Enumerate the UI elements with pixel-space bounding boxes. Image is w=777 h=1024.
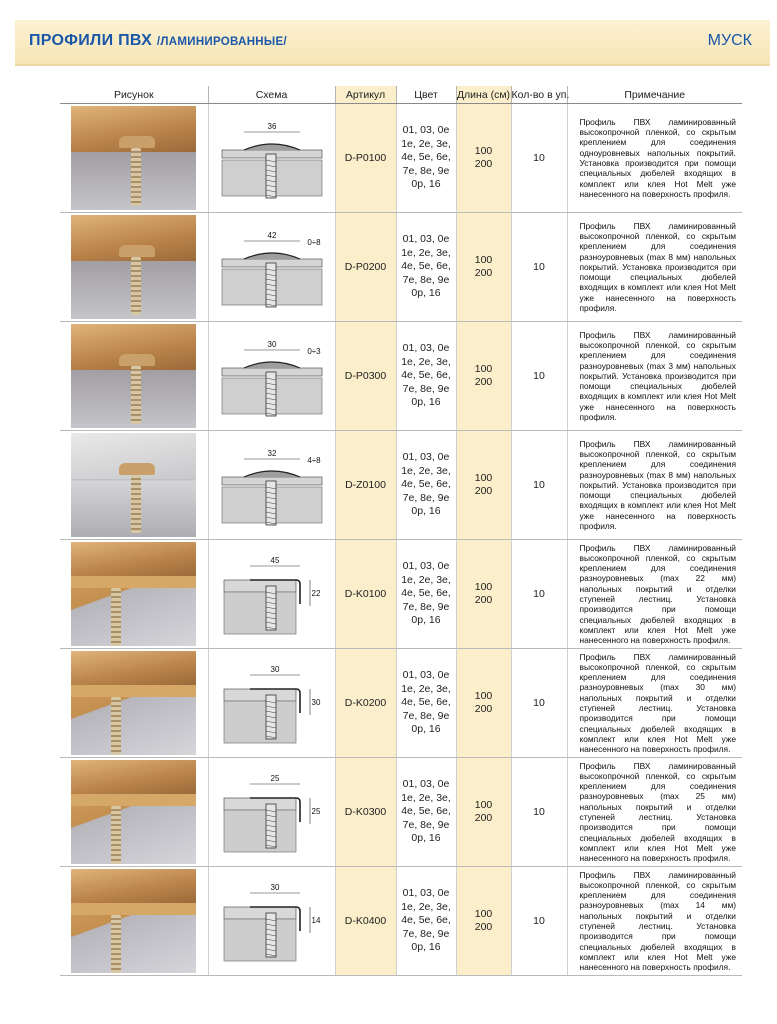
table-row [60,213,742,322]
color-codes-line: 01, 03, 0е [402,451,450,464]
col-header-picture: Рисунок [60,86,208,104]
step-tread [224,689,296,701]
photo-dowel [131,366,141,424]
note-cell: Профиль ПВХ ламинированный высокопрочной пленкой, со скрытым креплением для соединения разноуровневых (max 8 мм) напольных покрытий. Установка производится при помощи специальных дюбелей входящих в комплект или клея Hot Melt уже нанесенного на поверхность профиля. [567,213,742,322]
color-codes-line: 4е, 5е, 6е, [401,478,451,491]
dimension-width-label: 30 [267,340,276,349]
color-codes-line: 01, 03, 0е [402,124,450,137]
color-codes-cell [396,104,456,213]
note-cell: Профиль ПВХ ламинированный высокопрочной пленкой, со скрытым креплением для соединения разноуровневых (max 22 мм) напольных покрытий и отделки ступеней лестниц. Установка производится при помощи специальных дюбелей входящих в комплект или клея Hot Melt уже нанесенного на поверхность профиля. [567,540,742,649]
article-cell [335,322,396,431]
product-photo [71,106,196,210]
profile-scheme-drawing [216,655,328,751]
article-code: D-K0300 [344,806,387,818]
article-cell [335,649,396,758]
length-value: 200 [474,485,493,497]
color-codes-line: 4е, 5е, 6е, [401,260,451,273]
qty-cell [511,649,567,758]
length-value: 100 [474,472,493,484]
color-codes-line: 1е, 2е, 3е, [401,682,451,695]
qty-value: 10 [533,152,545,164]
color-codes-line: 0р, 16 [411,178,441,191]
step-body [224,592,296,634]
photo-profile [71,685,196,697]
profile-scheme-drawing [216,437,328,533]
photo-board [71,869,196,903]
title-main: ПРОФИЛИ ПВХ [29,32,153,49]
table-row [60,322,742,431]
photo-cell [60,540,208,649]
dimension-height-label: 14 [311,916,320,925]
scheme-cell [208,104,335,213]
length-cell [456,867,511,976]
photo-dowel [131,475,141,533]
color-codes-line: 7е, 8е, 9е [402,491,450,504]
col-header-scheme: Схема [208,86,335,104]
qty-value: 10 [533,915,545,927]
color-codes-line: 4е, 5е, 6е, [401,151,451,164]
dimension-height-label: 22 [311,589,320,598]
color-codes-line: 4е, 5е, 6е, [401,914,451,927]
table-row [60,104,742,213]
brand-name: МУСК [707,32,752,49]
length-cell [456,322,511,431]
length-value: 100 [474,581,493,593]
step-body [224,701,296,743]
color-codes-line: 1е, 2е, 3е, [401,137,451,150]
qty-cell [511,104,567,213]
photo-cell [60,431,208,540]
length-value: 200 [474,921,493,933]
note-cell: Профиль ПВХ ламинированный высокопрочной пленкой, со скрытым креплением для соединения разноуровневых (max 30 мм) напольных покрытий и отделки ступеней лестниц. Установка производится при помощи специальных дюбелей входящих в комплект или клея Hot Melt уже нанесенного на поверхность профиля. [567,649,742,758]
photo-board [71,651,196,685]
qty-cell [511,758,567,867]
title-subtitle: /ЛАМИНИРОВАННЫЕ/ [156,36,287,48]
note-cell: Профиль ПВХ ламинированный высокопрочной пленкой, со скрытым креплением для соединения разноуровневых (max 3 мм) напольных покрытий. Установка производится при помощи специальных дюбелей входящих в комплект или клея Hot Melt уже нанесенного на поверхность профиля. [567,322,742,431]
article-cell [335,431,396,540]
color-codes-cell [396,867,456,976]
photo-profile [119,354,155,366]
color-codes-line: 7е, 8е, 9е [402,382,450,395]
article-cell [335,104,396,213]
profile-scheme-drawing [216,110,328,206]
step-tread [224,580,296,592]
step-tread [224,907,296,919]
photo-profile [71,794,196,806]
table-row [60,867,742,976]
product-photo [71,542,196,646]
profile-scheme-drawing [216,328,328,424]
color-codes-line: 7е, 8е, 9е [402,600,450,613]
length-value: 100 [474,690,493,702]
qty-cell [511,213,567,322]
length-value: 100 [474,363,493,375]
article-code: D-Z0100 [345,479,386,491]
color-codes-line: 0р, 16 [411,614,441,627]
article-code: D-P0100 [344,152,387,164]
qty-cell [511,322,567,431]
color-codes-line: 0р, 16 [411,832,441,845]
color-codes-line: 01, 03, 0е [402,887,450,900]
dimension-width-label: 25 [270,774,279,783]
product-photo [71,324,196,428]
qty-value: 10 [533,370,545,382]
col-header-article: Артикул [335,86,396,104]
color-codes-line: 1е, 2е, 3е, [401,900,451,913]
photo-cell [60,867,208,976]
color-codes-line: 0р, 16 [411,396,441,409]
photo-dowel [111,697,121,755]
note-cell: Профиль ПВХ ламинированный высокопрочной пленкой, со скрытым креплением для соединения разноуровневых (max 8 мм) напольных покрытий. Установка производится при помощи специальных дюбелей входящих в комплект или клея Hot Melt уже нанесенного на поверхность профиля. [567,431,742,540]
length-cell [456,649,511,758]
scheme-cell [208,540,335,649]
photo-board [71,760,196,794]
color-codes-line: 1е, 2е, 3е, [401,464,451,477]
color-codes-cell [396,431,456,540]
photo-profile [119,245,155,257]
color-codes-line: 0р, 16 [411,287,441,300]
photo-cell [60,758,208,867]
dimension-height-label: 30 [311,698,320,707]
note-cell: Профиль ПВХ ламинированный высокопрочной пленкой, со скрытым креплением для соединения одноуровневых напольных покрытий. Установка производится при помощи специальных дюбелей входящих в комплект или клея Hot Melt уже нанесенного на поверхность профиля. [567,104,742,213]
qty-cell [511,867,567,976]
photo-profile [119,463,155,475]
table-row [60,540,742,649]
profile-scheme-drawing [216,764,328,860]
length-cell [456,213,511,322]
length-cell [456,104,511,213]
dimension-width-label: 30 [270,883,279,892]
dimension-width-label: 30 [270,665,279,674]
color-codes-line: 4е, 5е, 6е, [401,696,451,709]
table-header-row [60,86,742,104]
dimension-width-label: 32 [267,449,276,458]
photo-cell [60,104,208,213]
product-photo [71,869,196,973]
article-code: D-P0300 [344,370,387,382]
dimension-width-label: 36 [267,122,276,131]
qty-cell [511,431,567,540]
color-codes-line: 7е, 8е, 9е [402,164,450,177]
color-codes-cell [396,649,456,758]
qty-cell [511,540,567,649]
scheme-cell [208,649,335,758]
color-codes-line: 7е, 8е, 9е [402,927,450,940]
qty-value: 10 [533,479,545,491]
article-code: D-K0100 [344,588,387,600]
color-codes-line: 1е, 2е, 3е, [401,355,451,368]
color-codes-line: 0р, 16 [411,941,441,954]
length-value: 200 [474,703,493,715]
length-cell [456,431,511,540]
product-photo [71,215,196,319]
color-codes-cell [396,758,456,867]
profile-scheme-drawing [216,219,328,315]
article-code: D-P0200 [344,261,387,273]
dimension-width-label: 42 [267,231,276,240]
page-header [15,20,770,66]
qty-value: 10 [533,261,545,273]
color-codes-line: 4е, 5е, 6е, [401,805,451,818]
color-codes-line: 7е, 8е, 9е [402,818,450,831]
scheme-cell [208,867,335,976]
col-header-note: Примечание [567,86,742,104]
table-row [60,431,742,540]
color-codes-line: 0р, 16 [411,505,441,518]
col-header-qty: Кол-во в уп. [511,86,567,104]
photo-profile [71,903,196,915]
color-codes-line: 1е, 2е, 3е, [401,791,451,804]
photo-profile [119,136,155,148]
photo-dowel [111,806,121,864]
length-value: 200 [474,812,493,824]
color-codes-line: 01, 03, 0е [402,778,450,791]
col-header-color: Цвет [396,86,456,104]
article-code: D-K0200 [344,697,387,709]
step-body [224,919,296,961]
note-cell: Профиль ПВХ ламинированный высокопрочной пленкой, со скрытым креплением для соединения разноуровневых (max 25 мм) напольных покрытий и отделки ступеней лестниц. Установка производится при помощи специальных дюбелей входящих в комплект или клея Hot Melt уже нанесенного на поверхность профиля. [567,758,742,867]
color-codes-line: 1е, 2е, 3е, [401,246,451,259]
color-codes-line: 7е, 8е, 9е [402,709,450,722]
photo-cell [60,213,208,322]
photo-dowel [131,257,141,315]
length-value: 200 [474,158,493,170]
qty-value: 10 [533,588,545,600]
product-photo [71,760,196,864]
article-cell [335,867,396,976]
scheme-cell [208,431,335,540]
article-cell [335,758,396,867]
scheme-cell [208,758,335,867]
photo-dowel [111,588,121,646]
length-cell [456,758,511,867]
col-header-length: Длина (см) [456,86,511,104]
dimension-height-label: 0÷8 [306,238,321,247]
photo-cell [60,649,208,758]
dimension-width-label: 45 [270,556,279,565]
length-value: 100 [474,908,493,920]
article-cell [335,213,396,322]
photo-dowel [131,148,141,206]
qty-value: 10 [533,806,545,818]
step-tread [224,798,296,810]
photo-dowel [111,915,121,973]
length-value: 100 [474,799,493,811]
color-codes-line: 01, 03, 0е [402,233,450,246]
scheme-cell [208,322,335,431]
length-cell [456,540,511,649]
article-code: D-K0400 [344,915,387,927]
length-value: 100 [474,145,493,157]
photo-cell [60,322,208,431]
dimension-height-label: 25 [311,807,320,816]
profile-scheme-drawing [216,546,328,642]
color-codes-line: 4е, 5е, 6е, [401,369,451,382]
color-codes-cell [396,213,456,322]
dimension-height-label: 0÷3 [306,347,321,356]
products-table [60,86,742,976]
page-title [29,32,287,50]
step-body [224,810,296,852]
qty-value: 10 [533,697,545,709]
photo-board [71,542,196,576]
color-codes-line: 1е, 2е, 3е, [401,573,451,586]
table-row [60,649,742,758]
color-codes-line: 01, 03, 0е [402,342,450,355]
dimension-height-label: 4÷8 [306,456,321,465]
length-value: 200 [474,594,493,606]
profile-scheme-drawing [216,873,328,969]
color-codes-line: 4е, 5е, 6е, [401,587,451,600]
product-photo [71,433,196,537]
note-cell: Профиль ПВХ ламинированный высокопрочной пленкой, со скрытым креплением для соединения разноуровневых (max 14 мм) напольных покрытий и отделки ступеней лестниц. Установка производится при помощи специальных дюбелей входящих в комплект или клея Hot Melt уже нанесенного на поверхность профиля. [567,867,742,976]
photo-profile [71,576,196,588]
color-codes-line: 01, 03, 0е [402,560,450,573]
color-codes-cell [396,540,456,649]
color-codes-line: 01, 03, 0е [402,669,450,682]
scheme-cell [208,213,335,322]
length-value: 100 [474,254,493,266]
color-codes-cell [396,322,456,431]
table-row [60,758,742,867]
length-value: 200 [474,267,493,279]
color-codes-line: 7е, 8е, 9е [402,273,450,286]
length-value: 200 [474,376,493,388]
product-photo [71,651,196,755]
color-codes-line: 0р, 16 [411,723,441,736]
article-cell [335,540,396,649]
